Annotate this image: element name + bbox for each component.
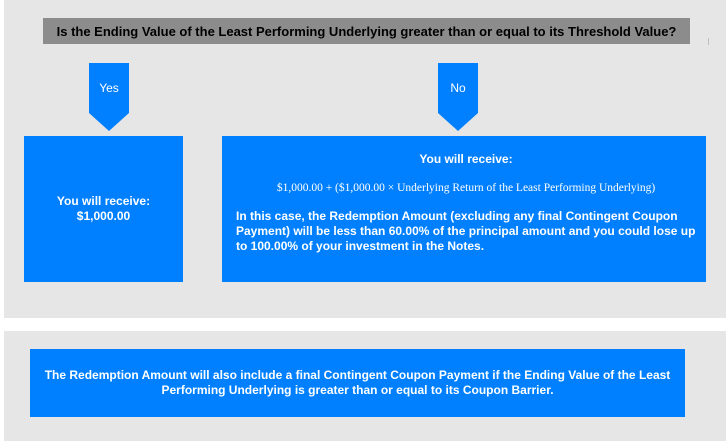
no-outcome-formula: $1,000.00 + ($1,000.00 × Underlying Return of the Least Performing Underlying) <box>276 182 656 194</box>
no-outcome-box <box>222 136 706 282</box>
yes-outcome-line1: You will receive: <box>56 194 151 208</box>
no-label: No <box>438 63 478 113</box>
yes-outcome-amount: $1,000.00 <box>76 209 131 223</box>
divider-mark <box>708 38 709 45</box>
question-bar: Is the Ending Value of the Least Performing Underlying greater than or equal to its Threshold Value? <box>43 18 690 44</box>
yes-arrow-tip <box>89 113 129 131</box>
no-arrow-tip <box>438 113 478 131</box>
yes-label: Yes <box>89 63 129 113</box>
coupon-note-box <box>30 349 685 417</box>
coupon-note-text: The Redemption Amount will also include a final Contingent Coupon Payment if the Ending Value of the Least Performing Underlying is greater than or equal to its Coupon Barrier. <box>44 368 671 397</box>
no-arrow <box>438 63 478 131</box>
no-outcome-note: In this case, the Redemption Amount (excluding any final Contingent Coupon Payment) will be less than 60.00% of the principal amount and you could lose up to 100.00% of your investment in the Notes. <box>236 209 696 253</box>
yes-arrow <box>89 63 129 131</box>
no-outcome-heading: You will receive: <box>419 152 513 166</box>
yes-outcome-box <box>24 136 183 282</box>
